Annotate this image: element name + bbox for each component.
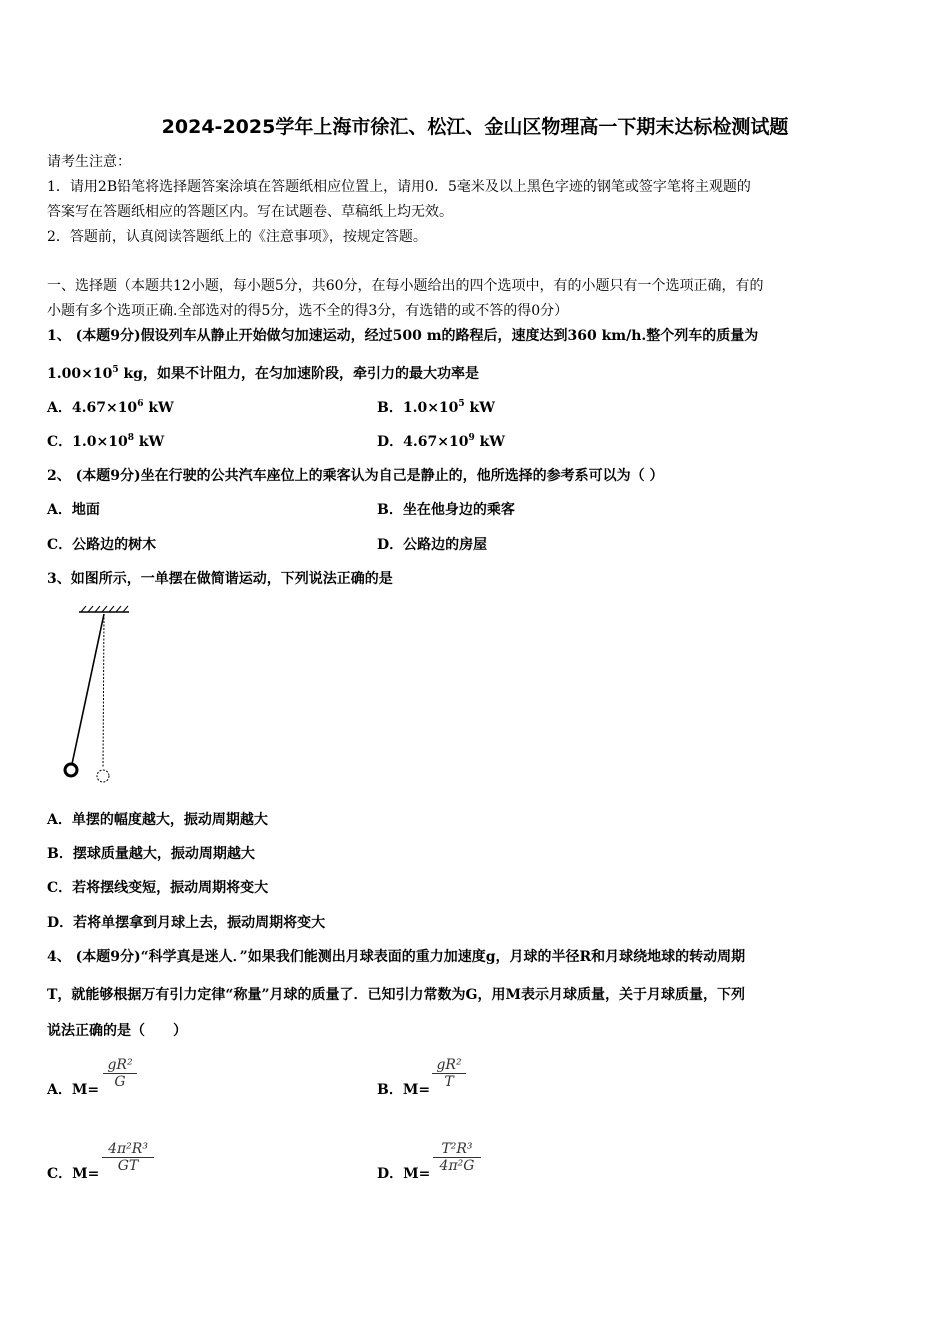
q2-stem: 2、 (本题9分)坐在行驶的公共汽车座位上的乘客认为自己是静止的，他所选择的参考系可以为（ ） [47, 468, 664, 484]
q4-stem-line-3: 说法正确的是（ ） [47, 1023, 187, 1039]
section-line-2: 小题有多个选项正确.全部选对的得5分，选不全的得3分，有选错的或不答的得0分） [47, 303, 569, 319]
q2-option-a: A．地面 [47, 502, 100, 518]
q3-option-d: D．若将单摆拿到月球上去，振动周期将变大 [47, 915, 326, 931]
q4-option-d-label: D．M= [377, 1166, 431, 1182]
q2-option-d: D．公路边的房屋 [377, 537, 488, 553]
q4-option-a-formula: gR² G [103, 1057, 137, 1090]
q1-option-b: B．$1.0\times 10^5$ kW [377, 399, 495, 416]
q3-option-b: B．摆球质量越大，振动周期越大 [47, 846, 255, 862]
equilibrium-bob [97, 770, 109, 782]
q1-option-a: A．$4.67\times 10^6$ kW [47, 399, 174, 416]
q1-option-c: C．$1.0\times 10^8$ kW [47, 433, 165, 450]
ceiling-hatch [81, 606, 128, 612]
q1-stem-line-2: $1.00\times 10^5$ kg，如果不计阻力，在匀加速阶段，牵引力的最大功率是 [47, 365, 479, 382]
q4-option-c-formula: 4π²R³ GT [102, 1141, 154, 1174]
q4-option-a-label: A．M= [47, 1082, 100, 1098]
page-title: 2024-2025学年上海市徐汇、松江、金山区物理高一下期末达标检测试题 [161, 116, 789, 138]
q4-stem-line-2: T，就能够根据万有引力定律“称量”月球的质量了．已知引力常数为G，用M表示月球质量，关于月球质量，下列 [47, 987, 745, 1003]
q4-option-b-formula: gR² T [432, 1057, 466, 1090]
pendulum-string [72, 614, 104, 764]
q2-option-b: B．坐在他身边的乘客 [377, 502, 515, 518]
q2-option-c: C．公路边的树木 [47, 537, 157, 553]
q1-option-d: D．$4.67\times 10^9$ kW [377, 433, 506, 450]
q4-option-b-label: B．M= [377, 1082, 431, 1098]
q3-stem: 3、如图所示，一单摆在做简谐运动，下列说法正确的是 [47, 571, 393, 587]
pendulum-figure [55, 600, 135, 792]
notice-line-1b: 答案写在答题纸相应的答题区内。写在试题卷、草稿纸上均无效。 [47, 204, 453, 220]
equilibrium-string [103, 614, 104, 768]
notice-line-1: 1．请用2B铅笔将选择题答案涂填在答题纸相应位置上，请用0．5毫米及以上黑色字迹的钢笔或签字笔将主观题的 [47, 179, 751, 195]
q3-option-a: A．单摆的幅度越大，振动周期越大 [47, 812, 268, 828]
pendulum-bob [65, 764, 77, 776]
notice-line-2: 2．答题前，认真阅读答题纸上的《注意事项》，按规定答题。 [47, 229, 427, 245]
q3-option-c: C．若将摆线变短，振动周期将变大 [47, 880, 269, 896]
q4-stem-line-1: 4、 (本题9分)“科学真是迷人．”如果我们能测出月球表面的重力加速度g，月球的半径R和月球绕地球的转动周期 [47, 949, 746, 965]
q1-stem-line-1: 1、 (本题9分)假设列车从静止开始做匀加速运动，经过500 m的路程后，速度达到360 km/h.整个列车的质量为 [47, 328, 759, 344]
section-line-1: 一、选择题（本题共12小题，每小题5分，共60分，在每小题给出的四个选项中，有的小题只有一个选项正确，有的 [47, 278, 764, 294]
q4-option-c-label: C．M= [47, 1166, 100, 1182]
q4-option-d-formula: T²R³ 4π²G [433, 1141, 481, 1174]
notice-heading: 请考生注意： [47, 154, 131, 170]
